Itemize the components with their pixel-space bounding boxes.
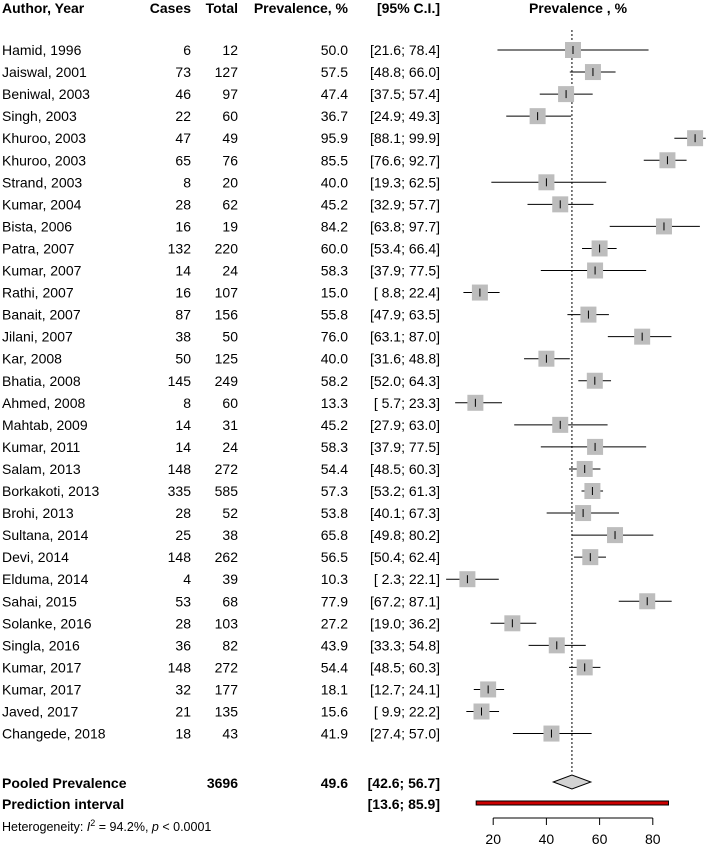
study-author: Kar, 2008 <box>2 350 62 367</box>
study-total: 97 <box>222 86 238 103</box>
study-author: Sultana, 2014 <box>2 527 89 544</box>
study-author: Khuroo, 2003 <box>2 130 87 147</box>
study-ci: [21.6; 78.4] <box>369 42 440 58</box>
study-cases: 65 <box>175 152 191 169</box>
study-total: 249 <box>214 372 238 389</box>
heterogeneity-i2-sup: 2 <box>90 818 96 828</box>
x-axis-tick-label: 20 <box>485 831 501 847</box>
study-cases: 32 <box>175 681 191 698</box>
header-plot: Prevalence , % <box>528 0 628 16</box>
study-cases: 50 <box>175 350 191 367</box>
x-axis-tick-label: 40 <box>538 831 555 847</box>
heterogeneity-text <box>2 818 211 834</box>
study-cases: 28 <box>175 615 191 632</box>
study-author: Kumar, 2017 <box>2 681 82 698</box>
study-author: Hamid, 1996 <box>2 42 82 58</box>
study-cases: 335 <box>167 483 191 499</box>
header-row <box>2 0 628 16</box>
study-total: 20 <box>222 174 238 191</box>
header-author: Author, Year <box>2 0 85 16</box>
study-prevalence: 77.9 <box>320 593 348 610</box>
pooled-ci: [42.6; 56.7] <box>367 775 440 791</box>
heterogeneity-prefix: Heterogeneity: <box>2 820 87 834</box>
prediction-label: Prediction interval <box>2 796 125 812</box>
study-total: 38 <box>222 527 238 544</box>
heterogeneity-p-symbol: p <box>151 820 159 834</box>
study-ci: [ 5.7; 23.3] <box>373 394 440 411</box>
study-author: Salam, 2013 <box>2 460 81 477</box>
x-axis <box>485 818 660 847</box>
study-prevalence: 10.3 <box>320 571 348 588</box>
study-ci: [48.8; 66.0] <box>369 64 440 81</box>
study-cases: 18 <box>175 725 191 742</box>
study-ci: [49.8; 80.2] <box>369 527 440 544</box>
study-cases: 132 <box>167 240 191 257</box>
study-cases: 46 <box>175 86 191 103</box>
study-prevalence: 54.4 <box>320 659 348 676</box>
study-prevalence: 18.1 <box>320 681 348 698</box>
study-ci: [31.6; 48.8] <box>369 350 440 367</box>
study-prevalence: 54.4 <box>320 460 348 477</box>
study-ci: [63.1; 87.0] <box>369 328 440 345</box>
header-cases: Cases <box>149 0 191 16</box>
study-total: 220 <box>214 240 238 257</box>
study-ci: [ 9.9; 22.2] <box>373 703 440 720</box>
study-cases: 8 <box>183 174 191 191</box>
study-ci: [37.5; 57.4] <box>369 86 440 103</box>
study-prevalence: 56.5 <box>320 549 348 566</box>
study-prevalence: 57.3 <box>320 483 348 499</box>
study-author: Devi, 2014 <box>2 549 69 566</box>
study-author: Mahtab, 2009 <box>2 416 88 433</box>
study-prevalence: 58.2 <box>320 372 348 389</box>
study-author: Javed, 2017 <box>2 703 79 720</box>
study-author: Changede, 2018 <box>2 725 106 742</box>
pooled-label: Pooled Prevalence <box>2 775 127 791</box>
study-prevalence: 58.3 <box>320 262 348 279</box>
study-ci: [19.0; 36.2] <box>369 615 440 632</box>
study-cases: 87 <box>175 306 191 323</box>
study-author: Singh, 2003 <box>2 108 77 125</box>
study-prevalence: 55.8 <box>320 306 348 323</box>
study-ci: [ 8.8; 22.4] <box>373 284 440 301</box>
study-prevalence: 43.9 <box>320 637 348 654</box>
study-prevalence: 60.0 <box>320 240 348 257</box>
study-ci: [27.4; 57.0] <box>369 725 440 742</box>
study-prevalence: 15.0 <box>320 284 348 301</box>
study-ci: [52.0; 64.3] <box>369 372 440 389</box>
study-total: 262 <box>214 549 238 566</box>
study-cases: 38 <box>175 328 191 345</box>
study-prevalence: 36.7 <box>320 108 348 125</box>
study-total: 60 <box>222 108 238 125</box>
study-ci: [88.1; 99.9] <box>369 130 440 147</box>
study-prevalence: 76.0 <box>320 328 348 345</box>
study-prevalence: 58.3 <box>320 438 348 455</box>
study-prevalence: 45.2 <box>320 416 348 433</box>
study-cases: 53 <box>175 593 191 610</box>
study-ci: [67.2; 87.1] <box>369 593 440 610</box>
study-ci: [19.3; 62.5] <box>369 174 440 191</box>
prediction-ci: [13.6; 85.9] <box>367 796 440 812</box>
study-ci: [53.4; 66.4] <box>369 240 440 257</box>
study-total: 12 <box>222 42 238 58</box>
study-ci: [76.6; 92.7] <box>369 152 440 169</box>
study-ci: [37.9; 77.5] <box>369 262 440 279</box>
study-author: Beniwal, 2003 <box>2 86 90 103</box>
study-total: 62 <box>222 196 238 213</box>
study-prevalence: 53.8 <box>320 505 348 522</box>
study-prevalence: 85.5 <box>320 152 348 169</box>
study-author: Kumar, 2017 <box>2 659 82 676</box>
study-total: 272 <box>214 659 238 676</box>
study-cases: 8 <box>183 394 191 411</box>
study-total: 39 <box>222 571 238 588</box>
study-total: 127 <box>214 64 238 81</box>
study-ci: [47.9; 63.5] <box>369 306 440 323</box>
study-prevalence: 57.5 <box>320 64 348 81</box>
study-total: 76 <box>222 152 238 169</box>
study-author: Ahmed, 2008 <box>2 394 86 411</box>
study-ci: [27.9; 63.0] <box>369 416 440 433</box>
study-author: Rathi, 2007 <box>2 284 74 301</box>
study-ci: [33.3; 54.8] <box>369 637 440 654</box>
study-cases: 14 <box>175 438 191 455</box>
study-author: Patra, 2007 <box>2 240 75 257</box>
study-author: Kumar, 2011 <box>2 438 81 455</box>
study-prevalence: 40.0 <box>320 174 348 191</box>
study-ci: [12.7; 24.1] <box>369 681 440 698</box>
study-cases: 73 <box>175 64 191 81</box>
header-total: Total <box>205 0 238 16</box>
x-axis-tick-label: 60 <box>591 831 608 847</box>
study-prevalence: 50.0 <box>320 42 348 58</box>
study-ci: [50.4; 62.4] <box>369 549 440 566</box>
study-cases: 148 <box>167 460 191 477</box>
study-ci: [40.1; 67.3] <box>369 505 440 522</box>
pooled-prevalence: 49.6 <box>320 775 348 791</box>
study-total: 31 <box>222 416 238 433</box>
study-total: 177 <box>214 681 238 698</box>
study-author: Solanke, 2016 <box>2 615 92 632</box>
header-ci: [95% C.I.] <box>376 0 440 16</box>
study-prevalence: 84.2 <box>320 218 348 235</box>
study-total: 24 <box>222 438 238 455</box>
study-total: 107 <box>214 284 238 301</box>
study-total: 156 <box>214 306 238 323</box>
study-prevalence: 13.3 <box>320 394 348 411</box>
study-cases: 148 <box>167 659 191 676</box>
study-cases: 145 <box>167 372 191 389</box>
x-axis-tick-label: 80 <box>645 831 661 847</box>
pooled-row <box>2 775 591 791</box>
study-ci: [48.5; 60.3] <box>369 460 440 477</box>
study-author: Banait, 2007 <box>2 306 81 323</box>
study-author: Brohi, 2013 <box>2 505 74 522</box>
header-prevalence: Prevalence, % <box>253 0 348 16</box>
study-prevalence: 27.2 <box>320 615 348 632</box>
study-total: 82 <box>222 637 238 654</box>
study-cases: 14 <box>175 262 191 279</box>
study-author: Kumar, 2004 <box>2 196 82 213</box>
study-cases: 28 <box>175 505 191 522</box>
study-ci: [63.8; 97.7] <box>369 218 440 235</box>
heterogeneity-p-value: < 0.0001 <box>158 820 212 834</box>
study-prevalence: 45.2 <box>320 196 348 213</box>
study-total: 272 <box>214 460 238 477</box>
study-total: 125 <box>214 350 238 367</box>
study-total: 24 <box>222 262 238 279</box>
study-total: 60 <box>222 394 238 411</box>
heterogeneity-i2-value: = 94.2%, <box>95 820 152 834</box>
study-cases: 16 <box>175 284 191 301</box>
study-author: Jilani, 2007 <box>2 328 73 345</box>
study-cases: 36 <box>175 637 191 654</box>
study-prevalence: 47.4 <box>320 86 348 103</box>
study-author: Sahai, 2015 <box>2 593 77 610</box>
study-cases: 47 <box>175 130 191 147</box>
study-cases: 22 <box>175 108 191 125</box>
study-prevalence: 15.6 <box>320 703 348 720</box>
study-prevalence: 65.8 <box>320 527 348 544</box>
study-total: 43 <box>222 725 238 742</box>
study-cases: 21 <box>175 703 191 720</box>
study-ci: [32.9; 57.7] <box>369 196 440 213</box>
study-prevalence: 40.0 <box>320 350 348 367</box>
study-cases: 16 <box>175 218 191 235</box>
study-cases: 28 <box>175 196 191 213</box>
study-author: Strand, 2003 <box>2 174 83 191</box>
study-total: 49 <box>222 130 238 147</box>
study-cases: 6 <box>183 42 191 58</box>
heterogeneity-i2-symbol: I <box>86 820 91 834</box>
study-cases: 4 <box>183 571 191 588</box>
study-total: 50 <box>222 328 238 345</box>
study-total: 585 <box>214 483 238 499</box>
study-cases: 25 <box>175 527 191 544</box>
study-prevalence: 95.9 <box>320 130 348 147</box>
pooled-diamond <box>553 775 591 789</box>
study-prevalence: 41.9 <box>320 725 348 742</box>
study-total: 19 <box>222 218 238 235</box>
study-ci: [48.5; 60.3] <box>369 659 440 676</box>
study-author: Singla, 2016 <box>2 637 80 654</box>
study-total: 103 <box>214 615 238 632</box>
prediction-row <box>2 796 668 812</box>
prediction-bar <box>476 801 668 805</box>
study-author: Bhatia, 2008 <box>2 372 81 389</box>
study-ci: [53.2; 61.3] <box>369 483 440 499</box>
study-rows <box>2 42 440 742</box>
study-author: Khuroo, 2003 <box>2 152 87 169</box>
study-author: Kumar, 2007 <box>2 262 82 279</box>
study-author: Jaiswal, 2001 <box>2 64 87 81</box>
study-ci: [37.9; 77.5] <box>369 438 440 455</box>
study-ci: [24.9; 49.3] <box>369 108 440 125</box>
study-marks <box>446 42 706 742</box>
study-cases: 14 <box>175 416 191 433</box>
study-total: 68 <box>222 593 238 610</box>
study-cases: 148 <box>167 549 191 566</box>
study-author: Bista, 2006 <box>2 218 73 235</box>
study-total: 135 <box>214 703 238 720</box>
study-ci: [ 2.3; 22.1] <box>373 571 440 588</box>
study-author: Elduma, 2014 <box>2 571 89 588</box>
pooled-total: 3696 <box>206 775 238 791</box>
study-author: Borkakoti, 2013 <box>2 483 100 499</box>
study-total: 52 <box>222 505 238 522</box>
